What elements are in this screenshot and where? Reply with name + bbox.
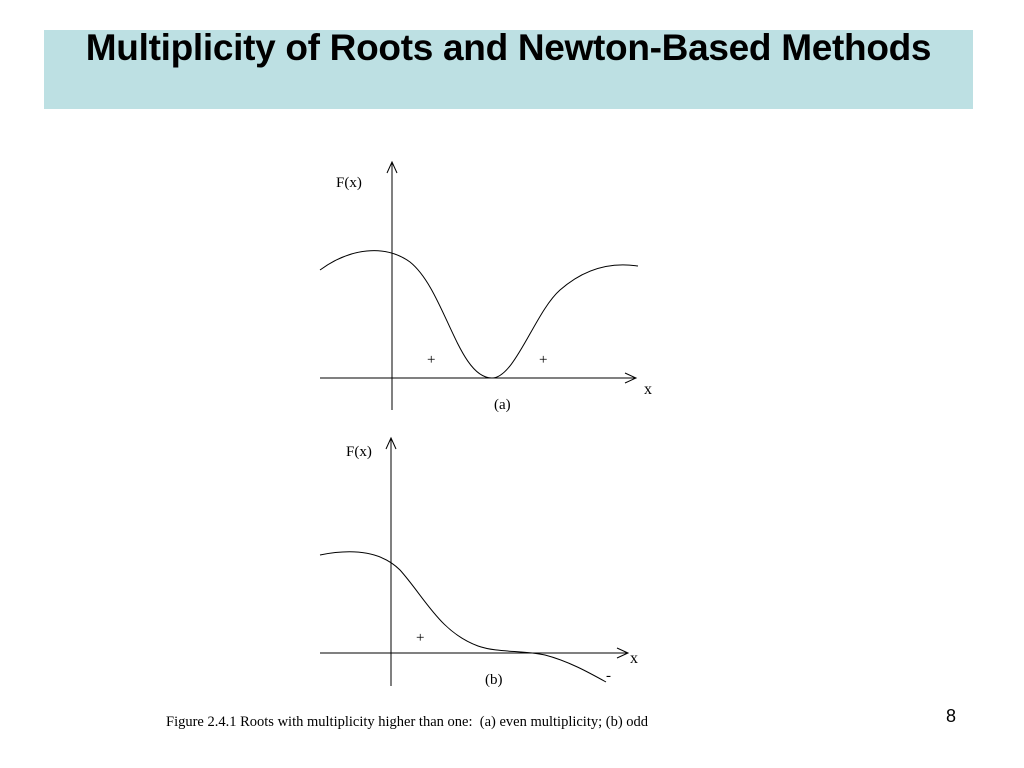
panel-b-y-axis-label: F(x) [346,444,372,460]
panel-b-curve [320,552,606,682]
panel-b [320,438,638,688]
panel-a-label: (a) [494,397,511,413]
panel-a-x-axis-label: x [644,381,652,398]
panel-b-right-sign: - [606,668,611,684]
panel-b-label: (b) [485,672,503,688]
slide-title: Multiplicity of Roots and Newton-Based Methods [85,27,932,68]
panel-a-left-sign: + [427,352,436,368]
slide-number: 8 [946,706,957,726]
figure-caption: Figure 2.4.1 Roots with multiplicity higher than one: (a) even multiplicity; (b) odd [166,714,649,730]
panel-a-right-sign: + [539,352,548,368]
panel-a-y-axis-label: F(x) [336,175,362,191]
panel-a [320,162,652,413]
panel-b-x-axis-label: x [630,650,638,667]
panel-b-left-sign: + [416,630,425,646]
panel-a-curve [320,251,638,378]
